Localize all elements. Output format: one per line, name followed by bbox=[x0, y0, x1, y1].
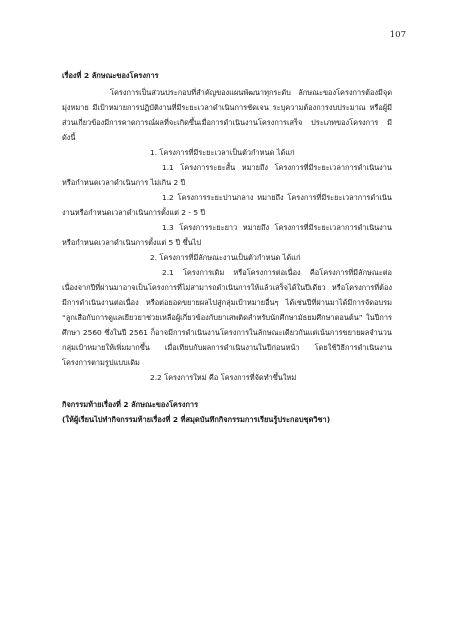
project-type-2: 2. โครงการที่มีลักษณะงานเป็นตัวกำหนด ได้แก่ bbox=[150, 253, 301, 262]
page-number: 107 bbox=[389, 30, 406, 40]
project-type-1: 1. โครงการที่มีระยะเวลาเป็นตัวกำหนด ได้แก่ bbox=[150, 148, 295, 157]
project-type-1-3: 1.3 โครงการระยะยาว หมายถึง โครงการที่มีระยะเวลาการดำเนินงานหรือกำหนดเวลาดำเนินการตั้งแต่ 5 ปี ขึ้นไป bbox=[62, 223, 392, 247]
intro-paragraph: โครงการเป็นส่วนประกอบที่สำคัญของแผนพัฒนาทุกระดับ ลักษณะของโครงการต้องมีจุดมุ่งหมาย มีเป้าหมายการปฏิบัติงานที่มีระยะเวลาดำเนินการชัดเจน ระบุความต้องการงบประมาณ หรือผู้มีส่วนเกี่ยวข้องมีการคาดการณ์ผลที่จะเกิดขึ้นเมื่อการดำเนินงานโครงการเสร็จ ประเภทของโครงการ มีดังนี้ bbox=[62, 88, 392, 142]
project-type-1-2: 1.2 โครงการระยะปานกลาง หมายถึง โครงการที่มีระยะเวลาการดำเนินงานหรือกำหนดเวลาดำเนินการตั้งแต่ 2 - 5 ปี bbox=[62, 193, 392, 217]
project-type-2-1: 2.1 โครงการเดิม หรือโครงการต่อเนื่อง คือโครงการที่มีลักษณะต่อเนื่องจากปีที่ผ่านมาอาจเป็นโครงการที่ไม่สามารถดำเนินการให้แล้วเสร็จได้ในปีเดียว หรือโครงการที่ต้องมีการดำเนินงานต่อเนื่อง หรือต่อยอดขยายผลไปสู่กลุ่มเป้าหมายอื่นๆ ได้เช่นปีที่ผ่านมาได้มีการจัดอบรม “ลูกเสือกับการดูแลเยียวยาช่วยเหลือผู้เกี่ยวข้องกับยาเสพติดสำหรับนักศึกษามัธยมศึกษาตอนต้น” ในปีการศึกษา 2560 ซึ่งในปี 2561 ก็อาจมีการดำเนินงานโครงการในลักษณะเดียวกันแต่เน้นการขยายผลจำนวนกลุ่มเป้าหมายให้เพิ่มมากขึ้น เมื่อเทียบกับผลการดำเนินงานในปีก่อนหน้า โดยใช้วิธีการดำเนินงานโครงการตามรูปแบบเดิม bbox=[62, 268, 392, 367]
spacer bbox=[62, 385, 392, 397]
project-type-1-1: 1.1 โครงการระยะสั้น หมายถึง โครงการที่มีระยะเวลาการดำเนินงาน หรือกำหนดเวลาดำเนินการ ไม่เกิน 2 ปี bbox=[62, 163, 392, 187]
activity-title: กิจกรรมท้ายเรื่องที่ 2 ลักษณะของโครงการ bbox=[62, 400, 199, 409]
project-type-2-2: 2.2 โครงการใหม่ คือ โครงการที่จัดทำขึ้นใหม่ bbox=[150, 373, 297, 382]
activity-instruction: (ให้ผู้เรียนไปทำกิจกรรมท้ายเรื่องที่ 2 ที่สมุดบันทึกกิจกรรมการเรียนรู้ประกอบชุดวิชา) bbox=[62, 415, 331, 424]
page-content bbox=[62, 68, 392, 427]
section-heading: เรื่องที่ 2 ลักษณะของโครงการ bbox=[62, 71, 159, 80]
